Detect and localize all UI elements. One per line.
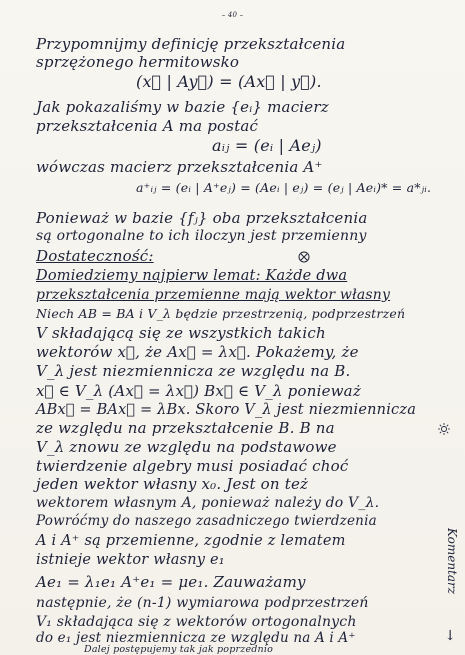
text-line-15: V składającą się ze wszystkich takich (36, 324, 326, 342)
text-line-22: twierdzenie algebry musi posiadać choć (36, 457, 349, 475)
text-line-24: wektorem własnym A, ponieważ należy do V_λ. (36, 495, 380, 511)
text-line-20: ze względu na przekształcenie B. B na (36, 419, 335, 437)
text-line-12: Domiedziemy najpierw lemat: Każde dwa (36, 268, 348, 284)
sun-mark (438, 423, 450, 435)
cross-mark (298, 251, 310, 263)
text-line-29: następnie, że (n-1) wymiarowa podprzestrzeń (36, 595, 369, 611)
formula-matrix-element: aᵢⱼ = (eᵢ | Aeⱼ) (212, 136, 322, 155)
down-arrow-icon: ↓ (444, 628, 456, 644)
section-heading-sufficiency: Dostateczność: (36, 247, 154, 265)
text-line-25: Powróćmy do naszego zasadniczego twierdzenia (36, 513, 377, 529)
text-line-2: sprzężonego hermitowsko (36, 53, 240, 71)
text-line-26: A i A⁺ są przemienne, zgodnie z lematem (36, 533, 346, 549)
margin-note: Komentarz (445, 528, 459, 595)
text-line-5: przekształcenia A ma postać (36, 117, 259, 135)
text-line-30: V₁ składająca się z wektorów ortogonalnych (36, 614, 357, 630)
text-line-13: przekształcenia przemienne mają wektor własny (36, 287, 391, 303)
text-line-10: są ortogonalne to ich iloczyn jest przemienny (36, 228, 367, 244)
text-line-31: do e₁ jest niezmiennicza ze względu na A i A⁺ (36, 630, 356, 646)
text-line-14: Niech AB = BA i V_λ będzie przestrzenią, podprzestrzeń (36, 306, 406, 321)
text-line-16: wektorów x⃗, że Ax⃗ = λx⃗. Pokażemy, że (36, 343, 359, 361)
text-line-7: wówczas macierz przekształcenia A⁺ (36, 158, 323, 176)
text-line-23: jeden wektor własny x₀. Jest on też (36, 475, 309, 493)
text-line-9: Ponieważ w bazie {fⱼ} oba przekształcenia (36, 209, 368, 227)
text-line-1: Przypomnijmy definicję przekształcenia (36, 35, 346, 53)
text-line-21: V_λ znowu ze względu na podstawowe (36, 438, 337, 456)
formula-adjoint-matrix: a⁺ᵢⱼ = (eᵢ | A⁺eⱼ) = (Aeᵢ | eⱼ) = (eⱼ | Aeᵢ)* = a*ⱼᵢ. (136, 180, 432, 195)
text-line-19: ABx⃗ = BAx⃗ = λBx. Skoro V_λ jest niezmiennicza (36, 402, 417, 418)
text-line-32: Dalej postępujemy tak jak poprzednio (84, 644, 274, 655)
page-number: – 40 – (221, 11, 244, 19)
text-line-18: x⃗ ∈ V_λ (Ax⃗ = λx⃗) Bx⃗ ∈ V_λ ponieważ (36, 382, 361, 400)
formula-eigenvectors: Ae₁ = λ₁e₁ A⁺e₁ = μe₁. Zauważamy (36, 573, 306, 591)
formula-hermitian: (x⃗ | Ay⃗) = (Ax⃗ | y⃗). (136, 72, 322, 91)
text-line-17: V_λ jest niezmiennicza ze względu na B. (36, 362, 351, 380)
text-line-4: Jak pokazaliśmy w bazie {eᵢ} macierz (36, 98, 329, 116)
text-line-27: istnieje wektor własny e₁ (36, 552, 225, 568)
